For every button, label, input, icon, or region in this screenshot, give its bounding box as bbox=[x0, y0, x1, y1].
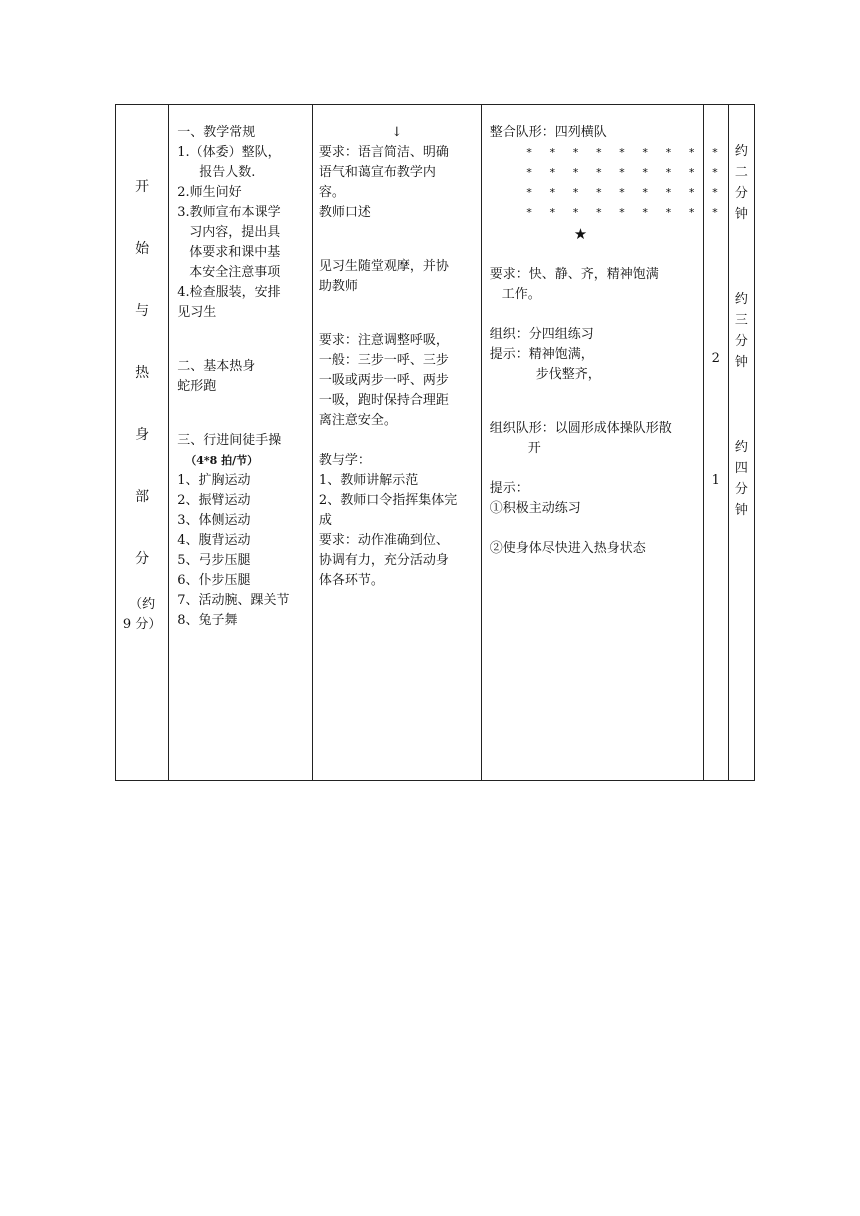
table-row bbox=[116, 105, 755, 781]
repetition-count: 2 bbox=[711, 351, 720, 366]
formation-row: * * * * * * * * * bbox=[525, 186, 724, 199]
org-text: 步伐整齐， bbox=[535, 367, 601, 382]
section-duration-note: （约 9 分） bbox=[122, 597, 162, 632]
organization-cell bbox=[481, 105, 724, 781]
content-item: 本安全注意事项 bbox=[189, 265, 281, 280]
content-item: 习内容，提出具 bbox=[189, 225, 281, 240]
org-text: 提示：精神饱满， bbox=[489, 347, 594, 362]
teaching-content-cell bbox=[169, 105, 313, 781]
teacher-text: 教与学： bbox=[318, 453, 371, 468]
section-char: 部 bbox=[135, 489, 150, 505]
duration-label: 约 四 分 钟 bbox=[734, 440, 748, 518]
content-item: 见习生 bbox=[177, 305, 217, 320]
content-item: 4.检查服装，安排 bbox=[177, 285, 281, 300]
teacher-text: 协调有力，充分活动身 bbox=[318, 553, 449, 568]
content-heading: 一、教学常规 bbox=[177, 125, 256, 140]
org-text: 工作。 bbox=[501, 287, 541, 302]
section-char: 开 bbox=[135, 179, 150, 195]
formation-row: * * * * * * * * * bbox=[525, 206, 724, 219]
section-char: 分 bbox=[135, 551, 150, 567]
org-text: 开 bbox=[527, 441, 541, 456]
teacher-star-icon: ★ bbox=[573, 225, 588, 243]
teacher-text: 要求：语言简洁、明确 bbox=[318, 145, 449, 160]
teacher-text: 教师口述 bbox=[318, 205, 371, 220]
teacher-text: 离注意安全。 bbox=[318, 413, 397, 428]
exercise-item: 7、活动腕、踝关节 bbox=[177, 593, 290, 608]
section-char: 始 bbox=[135, 241, 150, 257]
content-item: 1.（体委）整队， bbox=[177, 145, 281, 160]
content-item: 蛇形跑 bbox=[177, 379, 217, 394]
org-text: 组织队形：以圆形成体操队形散 bbox=[489, 421, 672, 436]
org-text: ②使身体尽快进入热身状态 bbox=[489, 541, 646, 556]
formation-row: * * * * * * * * * bbox=[525, 166, 724, 179]
repetition-count: 1 bbox=[711, 473, 720, 488]
teacher-text: 一吸或两步一呼、两步 bbox=[318, 373, 449, 388]
content-note: （4*8 拍/节） bbox=[185, 454, 259, 467]
content-item: 报告人数. bbox=[199, 165, 256, 180]
teacher-text: 一般：三步一呼、三步 bbox=[318, 353, 449, 368]
down-arrow-icon: ↓ bbox=[391, 125, 403, 140]
teacher-text: 要求：动作准确到位、 bbox=[318, 533, 449, 548]
exercise-item: 2、振臂运动 bbox=[177, 493, 251, 508]
teacher-text: 成 bbox=[318, 513, 332, 528]
teacher-activity-cell bbox=[312, 105, 481, 781]
teacher-text: 见习生随堂观摩，并协 bbox=[318, 259, 449, 274]
org-text: ①积极主动练习 bbox=[489, 501, 581, 516]
teacher-text: 体各环节。 bbox=[318, 573, 384, 588]
duration-cell bbox=[728, 105, 754, 781]
content-item: 体要求和课中基 bbox=[189, 245, 281, 260]
content-item: 3.教师宣布本课学 bbox=[177, 205, 281, 220]
repetition-count-cell bbox=[703, 105, 728, 781]
exercise-item: 8、兔子舞 bbox=[177, 613, 238, 628]
content-heading: 三、行进间徒手操 bbox=[177, 433, 282, 448]
teacher-text: 语气和蔼宣布教学内 bbox=[318, 165, 436, 180]
formation-row: * * * * * * * * * bbox=[525, 146, 724, 159]
teacher-text: 一吸，跑时保持合理距 bbox=[318, 393, 449, 408]
duration-label: 约 二 分 钟 bbox=[734, 144, 748, 222]
org-text: 组织：分四组练习 bbox=[489, 327, 594, 342]
section-char: 身 bbox=[135, 427, 150, 443]
teacher-text: 1、教师讲解示范 bbox=[318, 473, 419, 488]
exercise-item: 5、弓步压腿 bbox=[177, 553, 251, 568]
exercise-item: 1、扩胸运动 bbox=[177, 473, 251, 488]
section-char: 热 bbox=[135, 365, 150, 381]
exercise-item: 3、体侧运动 bbox=[177, 513, 251, 528]
section-char: 与 bbox=[135, 303, 150, 319]
teacher-text: 2、教师口令指挥集体完 bbox=[318, 493, 458, 508]
teacher-text: 要求：注意调整呼吸， bbox=[318, 333, 449, 348]
org-text: 要求：快、静、齐，精神饱满 bbox=[489, 267, 659, 282]
content-item: 2.师生问好 bbox=[177, 185, 242, 200]
teacher-text: 容。 bbox=[318, 185, 345, 200]
section-label-cell bbox=[116, 105, 169, 781]
teacher-text: 助教师 bbox=[318, 279, 358, 294]
content-heading: 二、基本热身 bbox=[177, 359, 256, 374]
exercise-item: 6、仆步压腿 bbox=[177, 573, 251, 588]
lesson-plan-table bbox=[115, 104, 755, 781]
org-text: 提示： bbox=[489, 481, 529, 496]
exercise-item: 4、腹背运动 bbox=[177, 533, 251, 548]
org-text: 整合队形：四列横队 bbox=[489, 125, 607, 140]
duration-label: 约 三 分 钟 bbox=[734, 292, 748, 370]
